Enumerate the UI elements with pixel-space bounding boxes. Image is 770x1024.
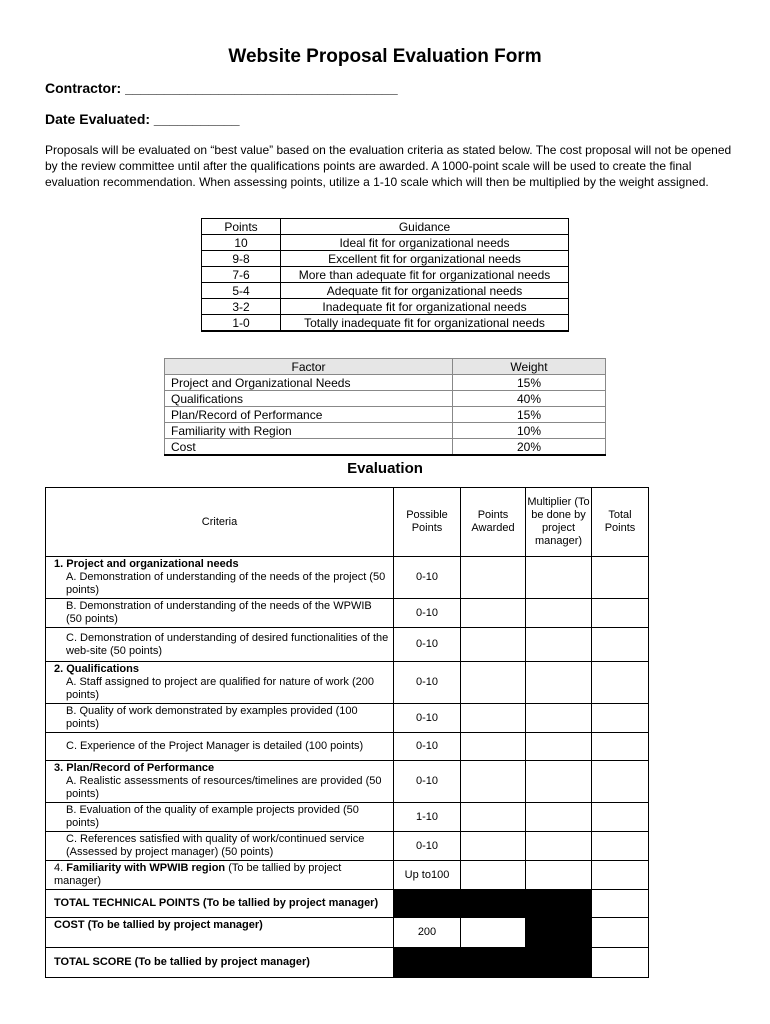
points-cell: 5-4: [202, 283, 281, 299]
criteria-text: A. Demonstration of understanding of the needs of the project (50 points): [66, 571, 386, 596]
evaluation-header-row: [46, 488, 649, 557]
section-title: 3. Plan/Record of Performance: [54, 762, 215, 774]
weight-cell: 20%: [453, 439, 606, 456]
points-cell: 9-8: [202, 251, 281, 267]
total-points-input[interactable]: [592, 803, 649, 832]
table-row: [46, 704, 649, 733]
multiplier-input[interactable]: [526, 832, 592, 861]
weight-cell: 10%: [453, 423, 606, 439]
table-row: [46, 628, 649, 662]
possible-points-header: Possible Points: [394, 488, 461, 557]
table-row: [46, 557, 649, 599]
factor-header-row: [165, 359, 606, 375]
total-points-input[interactable]: [592, 704, 649, 733]
table-row: [46, 662, 649, 704]
points-awarded-input[interactable]: [461, 557, 526, 599]
points-awarded-input[interactable]: [461, 704, 526, 733]
points-awarded-input[interactable]: [461, 599, 526, 628]
criteria-text: C. References satisfied with quality of work/continued service (Assessed by project manager) (50 points): [66, 833, 365, 858]
table-row: [202, 299, 569, 315]
blacked-out-cell: [461, 890, 526, 918]
possible-points-cell: 0-10: [394, 662, 461, 704]
table-row: [46, 918, 649, 948]
possible-points-cell: 0-10: [394, 628, 461, 662]
total-score-input[interactable]: [592, 948, 649, 978]
points-header-row: [202, 219, 569, 235]
total-points-input[interactable]: [592, 832, 649, 861]
multiplier-input[interactable]: [526, 704, 592, 733]
points-awarded-input[interactable]: [461, 628, 526, 662]
points-awarded-input[interactable]: [461, 832, 526, 861]
multiplier-input[interactable]: [526, 733, 592, 761]
total-technical-input[interactable]: [592, 890, 649, 918]
table-row: [46, 599, 649, 628]
criteria-cell: [46, 803, 394, 832]
table-row: [46, 890, 649, 918]
section-title: 1. Project and organizational needs: [54, 558, 239, 570]
table-row: [202, 235, 569, 251]
table-row: [46, 803, 649, 832]
criteria-cell: [46, 599, 394, 628]
points-guidance-table: [201, 218, 569, 332]
total-points-input[interactable]: [592, 918, 649, 948]
points-cell: 3-2: [202, 299, 281, 315]
table-row: [165, 375, 606, 391]
total-technical-label: TOTAL TECHNICAL POINTS (To be tallied by project manager): [46, 890, 394, 918]
blacked-out-cell: [526, 890, 592, 918]
table-row: [46, 761, 649, 803]
possible-points-cell: 1-10: [394, 803, 461, 832]
possible-points-cell: 0-10: [394, 704, 461, 733]
section-number: 4.: [54, 862, 67, 874]
points-awarded-input[interactable]: [461, 733, 526, 761]
factor-cell: Plan/Record of Performance: [165, 407, 453, 423]
criteria-text: B. Quality of work demonstrated by examples provided (100 points): [66, 705, 358, 730]
criteria-cell: [46, 861, 394, 890]
points-awarded-input[interactable]: [461, 918, 526, 948]
criteria-text: C. Demonstration of understanding of desired functionalities of the web-site (50 points): [66, 631, 389, 657]
total-points-input[interactable]: [592, 628, 649, 662]
total-points-input[interactable]: [592, 557, 649, 599]
table-row: [202, 267, 569, 283]
criteria-cell: [46, 761, 394, 803]
total-points-input[interactable]: [592, 761, 649, 803]
possible-points-cell: 0-10: [394, 761, 461, 803]
table-row: [46, 861, 649, 890]
criteria-cell: [46, 832, 394, 861]
multiplier-input[interactable]: [526, 628, 592, 662]
multiplier-header: Multiplier (To be done by project manager): [526, 488, 592, 557]
blacked-out-cell: [394, 948, 461, 978]
intro-paragraph: Proposals will be evaluated on “best value” based on the evaluation criteria as stated below. The cost proposal will not be opened by the review committee until after the qualifications points are awarded. A 1000-point scale will be used to create the final evaluation recommendation. When assessing points, utilize a 1-10 scale which will then be multiplied by the weight assigned.: [45, 143, 732, 189]
table-row: [202, 283, 569, 299]
total-points-input[interactable]: [592, 662, 649, 704]
points-awarded-input[interactable]: [461, 803, 526, 832]
criteria-text: C. Experience of the Project Manager is detailed (100 points): [66, 740, 364, 752]
weight-header: Weight: [453, 359, 606, 375]
points-cell: 10: [202, 235, 281, 251]
multiplier-input[interactable]: [526, 662, 592, 704]
multiplier-input[interactable]: [526, 803, 592, 832]
cost-possible-points: 200: [394, 918, 461, 948]
blacked-out-cell: [526, 948, 592, 978]
weight-cell: 15%: [453, 375, 606, 391]
factor-cell: Cost: [165, 439, 453, 456]
total-points-input[interactable]: [592, 599, 649, 628]
criteria-header: Criteria: [46, 488, 394, 557]
possible-points-cell: 0-10: [394, 599, 461, 628]
factor-weight-table: [164, 358, 606, 456]
table-row: [46, 733, 649, 761]
criteria-cell: [46, 704, 394, 733]
section-title: Familiarity with WPWIB region: [66, 862, 226, 874]
points-cell: 7-6: [202, 267, 281, 283]
guidance-cell: Totally inadequate fit for organizational needs: [281, 315, 569, 332]
guidance-header: Guidance: [281, 219, 569, 235]
points-awarded-input[interactable]: [461, 861, 526, 890]
guidance-cell: More than adequate fit for organizational needs: [281, 267, 569, 283]
form-title: Website Proposal Evaluation Form: [228, 46, 542, 67]
date-evaluated-field[interactable]: Date Evaluated: ___________: [45, 111, 240, 127]
possible-points-cell: 0-10: [394, 832, 461, 861]
criteria-text: A. Staff assigned to project are qualified for nature of work (200 points): [66, 676, 374, 701]
multiplier-input[interactable]: [526, 599, 592, 628]
contractor-field[interactable]: Contractor: ___________________________________: [45, 80, 398, 96]
table-row: [46, 948, 649, 978]
possible-points-cell: 0-10: [394, 733, 461, 761]
table-row: [202, 251, 569, 267]
criteria-cell: [46, 662, 394, 704]
evaluation-title: Evaluation: [347, 460, 423, 477]
evaluation-table: [45, 487, 649, 978]
points-awarded-input[interactable]: [461, 761, 526, 803]
points-cell: 1-0: [202, 315, 281, 332]
table-row: [165, 439, 606, 456]
possible-points-cell: Up to100: [394, 861, 461, 890]
table-row: [165, 423, 606, 439]
multiplier-input[interactable]: [526, 761, 592, 803]
weight-cell: 40%: [453, 391, 606, 407]
table-row: [165, 391, 606, 407]
factor-header: Factor: [165, 359, 453, 375]
multiplier-input[interactable]: [526, 861, 592, 890]
table-row: [202, 315, 569, 332]
blacked-out-cell: [461, 948, 526, 978]
factor-cell: Project and Organizational Needs: [165, 375, 453, 391]
possible-points-cell: 0-10: [394, 557, 461, 599]
total-points-input[interactable]: [592, 733, 649, 761]
cost-label: COST (To be tallied by project manager): [46, 918, 394, 948]
guidance-cell: Excellent fit for organizational needs: [281, 251, 569, 267]
points-header: Points: [202, 219, 281, 235]
factor-cell: Qualifications: [165, 391, 453, 407]
criteria-cell: [46, 733, 394, 761]
points-awarded-input[interactable]: [461, 662, 526, 704]
total-score-label: TOTAL SCORE (To be tallied by project manager): [46, 948, 394, 978]
guidance-cell: Ideal fit for organizational needs: [281, 235, 569, 251]
criteria-text: (To be tallied by project manager): [54, 862, 342, 887]
multiplier-input[interactable]: [526, 557, 592, 599]
criteria-cell: [46, 557, 394, 599]
guidance-cell: Inadequate fit for organizational needs: [281, 299, 569, 315]
criteria-text: A. Realistic assessments of resources/timelines are provided (50 points): [66, 775, 382, 800]
criteria-text: B. Evaluation of the quality of example projects provided (50 points): [66, 804, 359, 829]
total-points-header: Total Points: [592, 488, 649, 557]
section-title: 2. Qualifications: [54, 663, 139, 675]
guidance-cell: Adequate fit for organizational needs: [281, 283, 569, 299]
points-awarded-header: Points Awarded: [461, 488, 526, 557]
total-points-input[interactable]: [592, 861, 649, 890]
weight-cell: 15%: [453, 407, 606, 423]
criteria-text: B. Demonstration of understanding of the needs of the WPWIB (50 points): [66, 600, 372, 625]
criteria-cell: [46, 628, 394, 662]
table-row: [46, 832, 649, 861]
factor-cell: Familiarity with Region: [165, 423, 453, 439]
blacked-out-cell: [526, 918, 592, 948]
blacked-out-cell: [394, 890, 461, 918]
table-row: [165, 407, 606, 423]
